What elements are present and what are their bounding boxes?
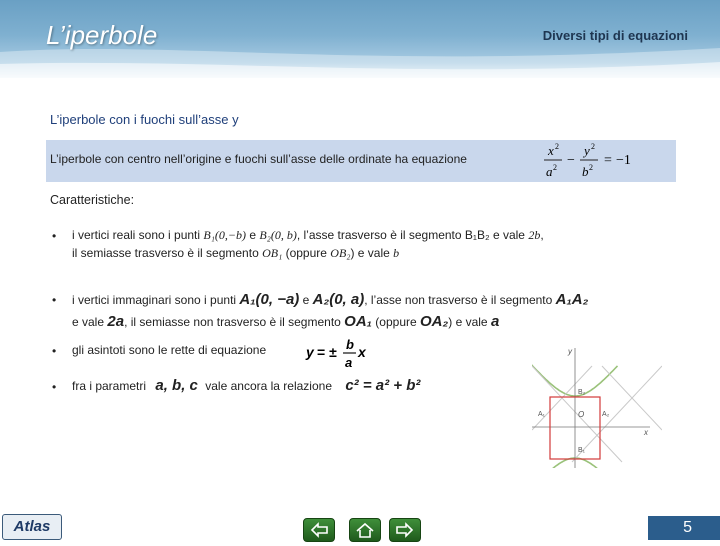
slide-title: L’iperbole (46, 20, 158, 50)
svg-text:a: a (546, 164, 553, 179)
parameters-abc: a, b, c (155, 377, 198, 394)
nav-home-button[interactable] (349, 518, 381, 542)
atlas-logo: Atlas (2, 514, 62, 540)
svg-text:=: = (604, 153, 612, 168)
bullet-marker: • (52, 293, 57, 307)
asymptote-line (572, 366, 662, 462)
value-2b: 2b (528, 228, 541, 242)
segment-OB2: OB₂ (330, 246, 351, 260)
home-icon (350, 519, 380, 541)
text: , l’asse trasverso è il segmento B (296, 228, 473, 242)
nav-next-button[interactable] (389, 518, 421, 542)
point-B1: B₁(0,−b) (203, 228, 246, 242)
text: e (245, 228, 260, 242)
segment-OA1: OA₁ (344, 313, 372, 330)
section-title: L’iperbole con i fuochi sull’asse y (50, 112, 239, 127)
svg-text:a: a (345, 355, 353, 370)
text: i vertici reali sono i punti (72, 228, 204, 242)
definition-box (46, 140, 676, 182)
nav-previous-button[interactable] (303, 518, 335, 542)
svg-text:y: y (306, 344, 314, 360)
svg-text:y: y (584, 143, 590, 158)
point-A1: A₁(0, −a) (239, 291, 300, 308)
segment-OB1: OB₁ (262, 246, 283, 260)
text: fra i parametri (72, 379, 147, 393)
svg-text:x: x (548, 143, 554, 158)
point-A2: A₂(0, a) (312, 291, 365, 308)
value-b: b (393, 246, 400, 260)
value-a: a (490, 313, 500, 330)
bullet-4 (72, 377, 420, 395)
svg-text:b: b (346, 337, 354, 352)
origin-label: O (578, 410, 585, 419)
text: , (540, 228, 544, 242)
text: i vertici immaginari sono i punti (72, 293, 237, 307)
svg-text:2: 2 (553, 163, 557, 172)
text: ) e vale (448, 315, 488, 329)
svg-text:2: 2 (555, 142, 559, 151)
svg-text:−: − (567, 153, 575, 168)
svg-text:2: 2 (591, 142, 595, 151)
bullet-marker: • (52, 344, 57, 358)
arrow-right-icon (390, 519, 420, 541)
bullet-2-line-1: i vertici immaginari sono i punti A₁(0, −a) e A₂(0, a), l’asse non trasverso è il segmento A₁A₂ (72, 291, 589, 308)
svg-text:−1: −1 (616, 153, 631, 168)
segment-A1A2: A₁A₂ (555, 291, 589, 308)
hyperbola-equation (540, 140, 676, 182)
bullet-1-line-1 (72, 226, 544, 244)
svg-text:= ±: = ± (317, 344, 337, 360)
svg-text:b: b (582, 164, 589, 179)
text: e vale (72, 315, 105, 329)
segment-OA2: OA₂ (420, 313, 449, 330)
svg-text:x: x (358, 344, 366, 360)
relation-equation: c² = a² + b² (345, 377, 421, 394)
point-B2: B₂(0, b) (259, 228, 297, 242)
bullet-1 (72, 226, 544, 262)
bullet-marker: • (52, 229, 57, 243)
characteristics-label: Caratteristiche: (50, 193, 135, 207)
bullet-1-line-2 (72, 244, 544, 262)
text: il semiasse trasverso è il segmento (72, 246, 263, 260)
arrow-left-icon (304, 519, 334, 541)
y-axis-label: y (568, 347, 572, 356)
text: (oppure (282, 246, 331, 260)
segment-B1B2: ₁B₂ (472, 228, 490, 242)
vertex-B2-label: B₂ (578, 389, 586, 396)
bullet-2 (72, 289, 588, 333)
header-banner (0, 0, 720, 78)
text: (oppure (375, 315, 417, 329)
vertex-A1-label: A₁ (538, 411, 546, 418)
text: ) e vale (350, 246, 394, 260)
bullet-2-line-2 (72, 311, 588, 333)
text: e (299, 293, 313, 307)
hyperbola-graph (532, 338, 662, 468)
x-axis-label: x (644, 428, 648, 437)
slide-subtitle: Diversi tipi di equazioni (542, 28, 688, 43)
text: gli asintoti sono le rette di equazione (72, 343, 267, 357)
asymptote-equation (304, 334, 368, 374)
definition-text: L’iperbole con centro nell’origine e fuochi sull’asse delle ordinate ha equazione (50, 152, 467, 166)
page-number: 5 (648, 516, 720, 540)
vertex-B1-label: B₁ (578, 447, 586, 454)
bullet-3 (72, 341, 266, 359)
text: l’asse non trasverso è il segmento (370, 293, 553, 307)
vertex-A2-label: A₂ (602, 411, 610, 418)
bullet-marker: • (52, 380, 57, 394)
text: e vale (489, 228, 529, 242)
text: , il semiasse non trasverso è il segmento (124, 315, 341, 329)
value-2a: 2a (107, 313, 125, 330)
text: vale ancora la relazione (205, 379, 332, 393)
svg-text:2: 2 (589, 163, 593, 172)
